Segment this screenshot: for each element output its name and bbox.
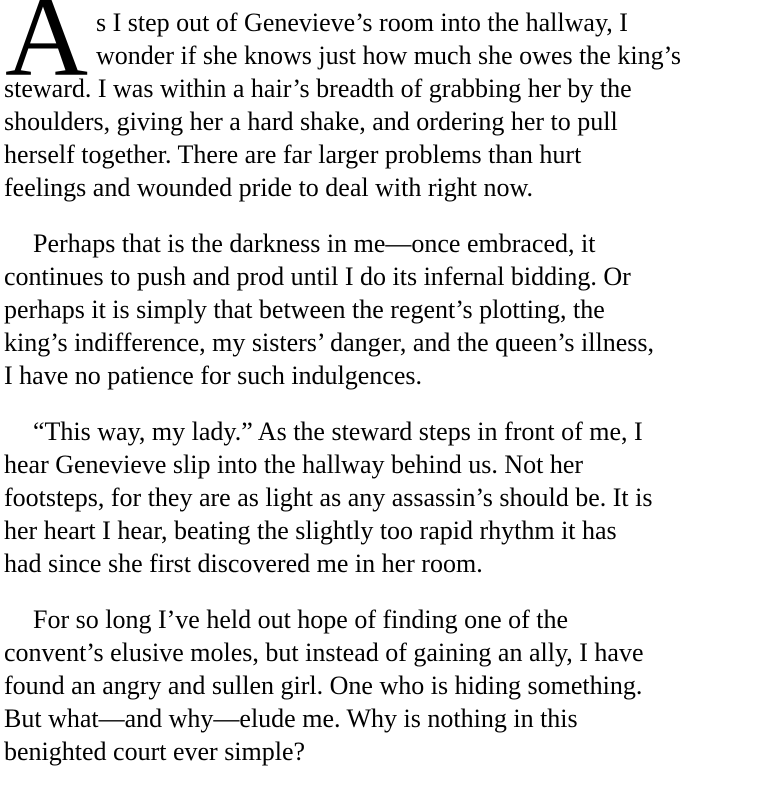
text-line: s I step out of Genevieve’s room into the hallway, I	[96, 8, 628, 37]
text-line: Perhaps that is the darkness in me—once embraced, it	[33, 229, 596, 258]
text-line: shoulders, giving her a hard shake, and ordering her to pull	[4, 107, 618, 136]
paragraph	[4, 0, 776, 204]
paragraph	[4, 227, 776, 392]
text-line: “This way, my lady.” As the steward steps in front of me, I	[33, 417, 643, 446]
text-line: steward. I was within a hair’s breadth of grabbing her by the	[4, 74, 632, 103]
text-line: king’s indifference, my sisters’ danger, and the queen’s illness,	[4, 328, 654, 357]
text-line: continues to push and prod until I do its infernal bidding. Or	[4, 262, 631, 291]
text-line: I have no patience for such indulgences.	[4, 361, 423, 390]
text-line: hear Genevieve slip into the hallway behind us. Not her	[4, 450, 584, 479]
text-line: convent’s elusive moles, but instead of gaining an ally, I have	[4, 638, 644, 667]
text-line: wonder if she knows just how much she owes the king’s	[96, 41, 681, 70]
text-line: her heart I hear, beating the slightly too rapid rhythm it has	[4, 516, 617, 545]
text-line: feelings and wounded pride to deal with right now.	[4, 173, 534, 202]
drop-cap: A	[5, 0, 89, 100]
text-line: But what—and why—elude me. Why is nothing in this	[4, 704, 578, 733]
text-line: footsteps, for they are as light as any assassin’s should be. It is	[4, 483, 653, 512]
paragraph	[4, 415, 776, 580]
text-line: found an angry and sullen girl. One who is hiding something.	[4, 671, 643, 700]
text-line: benighted court ever simple?	[4, 737, 306, 766]
paragraph	[4, 603, 776, 768]
text-line: had since she first discovered me in her room.	[4, 549, 483, 578]
text-line: For so long I’ve held out hope of finding one of the	[33, 605, 569, 634]
text-line: perhaps it is simply that between the regent’s plotting, the	[4, 295, 605, 324]
text-line: herself together. There are far larger problems than hurt	[4, 140, 582, 169]
